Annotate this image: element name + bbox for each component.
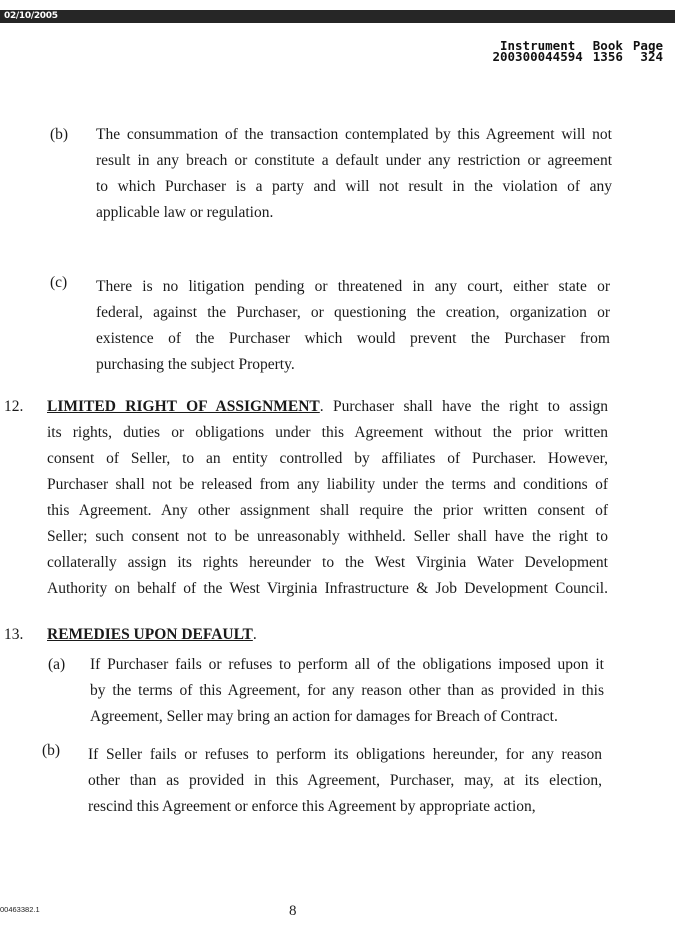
book-value: 1356 (592, 49, 623, 64)
text-line: Seller; such consent not to be unreasonably withheld. Seller shall have the right to (47, 528, 608, 545)
instrument-label: Instrument (499, 38, 576, 53)
text-line: applicable law or regulation. (96, 204, 274, 221)
text-line (47, 622, 607, 648)
section-13-heading-line (47, 622, 607, 648)
text-line: its rights, duties or obligations under this Agreement without the prior written (47, 424, 608, 441)
section-13-b-label: (b) (42, 742, 61, 759)
section-12-heading: LIMITED RIGHT OF ASSIGNMENT (47, 398, 320, 415)
text-line: this Agreement. Any other assignment shall require the prior written consent of (47, 502, 608, 519)
section-12-number: 12. (4, 398, 24, 415)
text-line (47, 394, 608, 420)
section-13-b-text (88, 742, 602, 820)
section-13-number: 13. (4, 626, 24, 643)
text-line: If Purchaser fails or refuses to perform all of the obligations imposed upon it (90, 656, 604, 673)
subsection-b-text (96, 122, 612, 226)
text-line: The consummation of the transaction contemplated by this Agreement will not (96, 126, 612, 143)
text-line: federal, against the Purchaser, or questioning the creation, organization or (96, 304, 610, 321)
subsection-c-label: (c) (50, 274, 68, 291)
book-label: Book (592, 38, 623, 53)
text-line: existence of the Purchaser which would prevent the Purchaser from (96, 330, 610, 347)
section-13-heading: REMEDIES UPON DEFAULT (47, 626, 253, 643)
text-line: If Seller fails or refuses to perform its obligations hereunder, for any reason (88, 746, 602, 763)
text-line: to which Purchaser is a party and will not result in the violation of any (96, 178, 612, 195)
page-label: Page (632, 38, 663, 53)
text-line: purchasing the subject Property. (96, 356, 295, 373)
text-line: by the terms of this Agreement, for any reason other than as provided in this (90, 682, 604, 699)
section-13-heading-punct: . (252, 626, 257, 643)
text-line: result in any breach or constitute a default under any restriction or agreement (96, 152, 612, 169)
section-12-text (47, 394, 608, 602)
text-line: collaterally assign its rights hereunder to the West Virginia Water Development (47, 554, 608, 571)
subsection-b-label: (b) (50, 126, 69, 143)
recording-stamp (492, 40, 663, 62)
section-13-a-text (90, 652, 604, 730)
fax-header-bar (0, 10, 675, 23)
subsection-c-text (96, 274, 610, 378)
page-number: 8 (289, 903, 297, 919)
text-line: Authority on behalf of the West Virginia Infrastructure & Job Development Council. (47, 580, 608, 597)
text-line: There is no litigation pending or threatened in any court, either state or (96, 278, 610, 295)
footer-doc-id: 00463382.1 (0, 905, 40, 914)
text-line: consent of Seller, to an entity controlled by affiliates of Purchaser. However, (47, 450, 608, 467)
instrument-value: 200300044594 (492, 49, 583, 64)
section-12-first-line: . Purchaser shall have the right to assign (319, 398, 608, 415)
text-line: Agreement, Seller may bring an action for damages for Breach of Contract. (90, 708, 558, 725)
page-value: 324 (640, 49, 663, 64)
fax-date: 02/10/2005 (4, 11, 58, 21)
text-line: Purchaser shall not be released from any liability under the terms and conditions of (47, 476, 608, 493)
section-13-a-label: (a) (48, 656, 66, 673)
text-line: other than as provided in this Agreement, Purchaser, may, at its election, (88, 772, 602, 789)
text-line: rescind this Agreement or enforce this Agreement by appropriate action, (88, 798, 536, 815)
